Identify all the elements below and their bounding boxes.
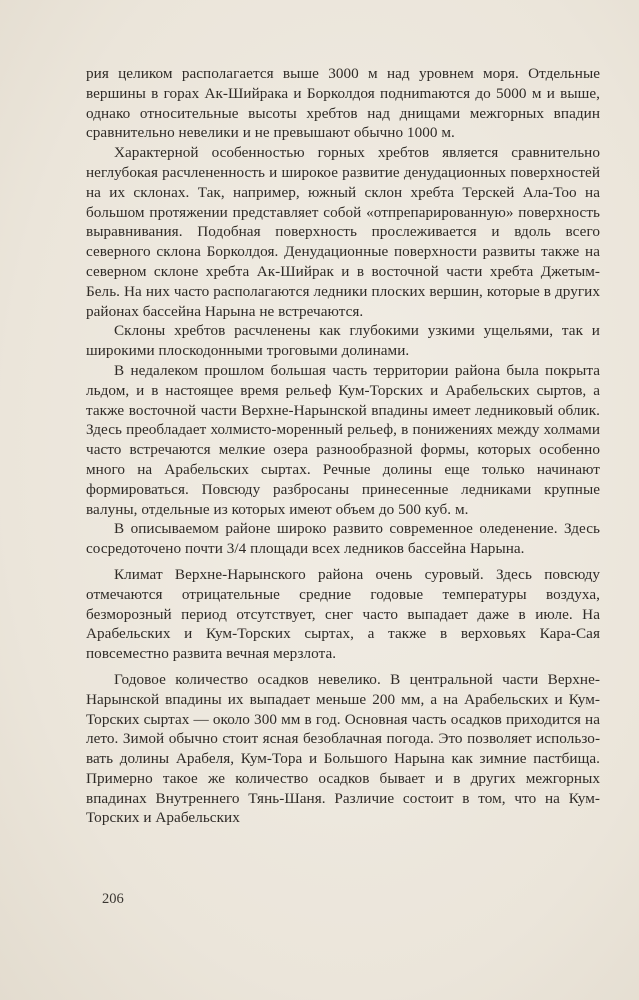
paragraph-4: В недалеком прошлом большая часть территории района была покрыта льдом, и в настоящее время рельеф Кум-Торских и Арабельских сыртов, а также восточной части Верхне-Нарынской впадины имеет ледниковый облик. Здесь преобладает холмисто-моренный рельеф, в понижениях между холмами часто встречаются мелкие озера разнообразной формы, которых особенно много на Арабельских сыртах. Речные долины еще только начинают формироваться. Повсюду разбросаны принесенные ледниками крупные валуны, отдельные из которых имеют объем до 500 куб. м. <box>86 361 600 518</box>
paragraph-7: Годовое количество осадков невелико. В центральной части Верхне-Нарынской впадины их выпадает меньше 200 мм, а на Арабельских и Кум-Торских сыртах — около 300 мм в год. Основная часть осадков приходится на лето. Зимой обычно стоит ясная безоблачная погода. Это позволяет использовать долины Арабеля, Кум-Тора и Большого Нарына как зимние пастбища. Примерно такое же количество осадков бывает и в других межгорных впадинах Внутреннего Тянь-Шаня. Различие состоит в том, что на Кум-Торских и Арабельских <box>86 670 600 827</box>
paragraph-6: Климат Верхне-Нарынского района очень суровый. Здесь повсюду отмечаются отрицательные средние годовые температуры воздуха, безморозный период отсутствует, снег часто выпадает даже в июле. На Арабельских и Кум-Торских сыртах, а также в верховьях Кара-Сая повсеместно развита вечная мерзлота. <box>86 565 600 663</box>
paragraph-1: рия целиком располагается выше 3000 м над уровнем моря. Отдельные вершины в горах Ак-Шийрака и Борколдоя подниmаются до 5000 м и выше, однако относительные высоты хребтов над днищами межгорных впадин сравнительно невелики и не превышают обычно 1000 м. <box>86 65 600 142</box>
page-number: 206 <box>102 891 124 907</box>
paragraph-5: В описываемом районе широко развито современное оледенение. Здесь сосредоточено почти 3/4 площади всех ледников бассейна Нарына. <box>86 520 600 558</box>
body-text <box>86 64 600 828</box>
paragraph-3: Склоны хребтов расчленены как глубокими узкими ущельями, так и широкими плоскодонными троговыми долинами. <box>86 322 600 360</box>
paragraph-2: Характерной особенностью горных хребтов является сравнительно неглубокая расчлененность и широкое развитие денудационных поверхностей на их склонах. Так, например, южный склон хребта Терскей Ала-Тоо на большом протяжении представляет собой «отпрепарированную» поверхность выравнивания. Подобная поверхность прослеживается и вдоль всего северного склона Борколдоя. Денудационные поверхности развиты также на северном склоне хребта Ак-Шийрак и в восточной части хребта Джетым-Бель. На них часто располагаются ледники плоских вершин, которые в других районах бассейна Нарына не встречаются. <box>86 144 600 320</box>
